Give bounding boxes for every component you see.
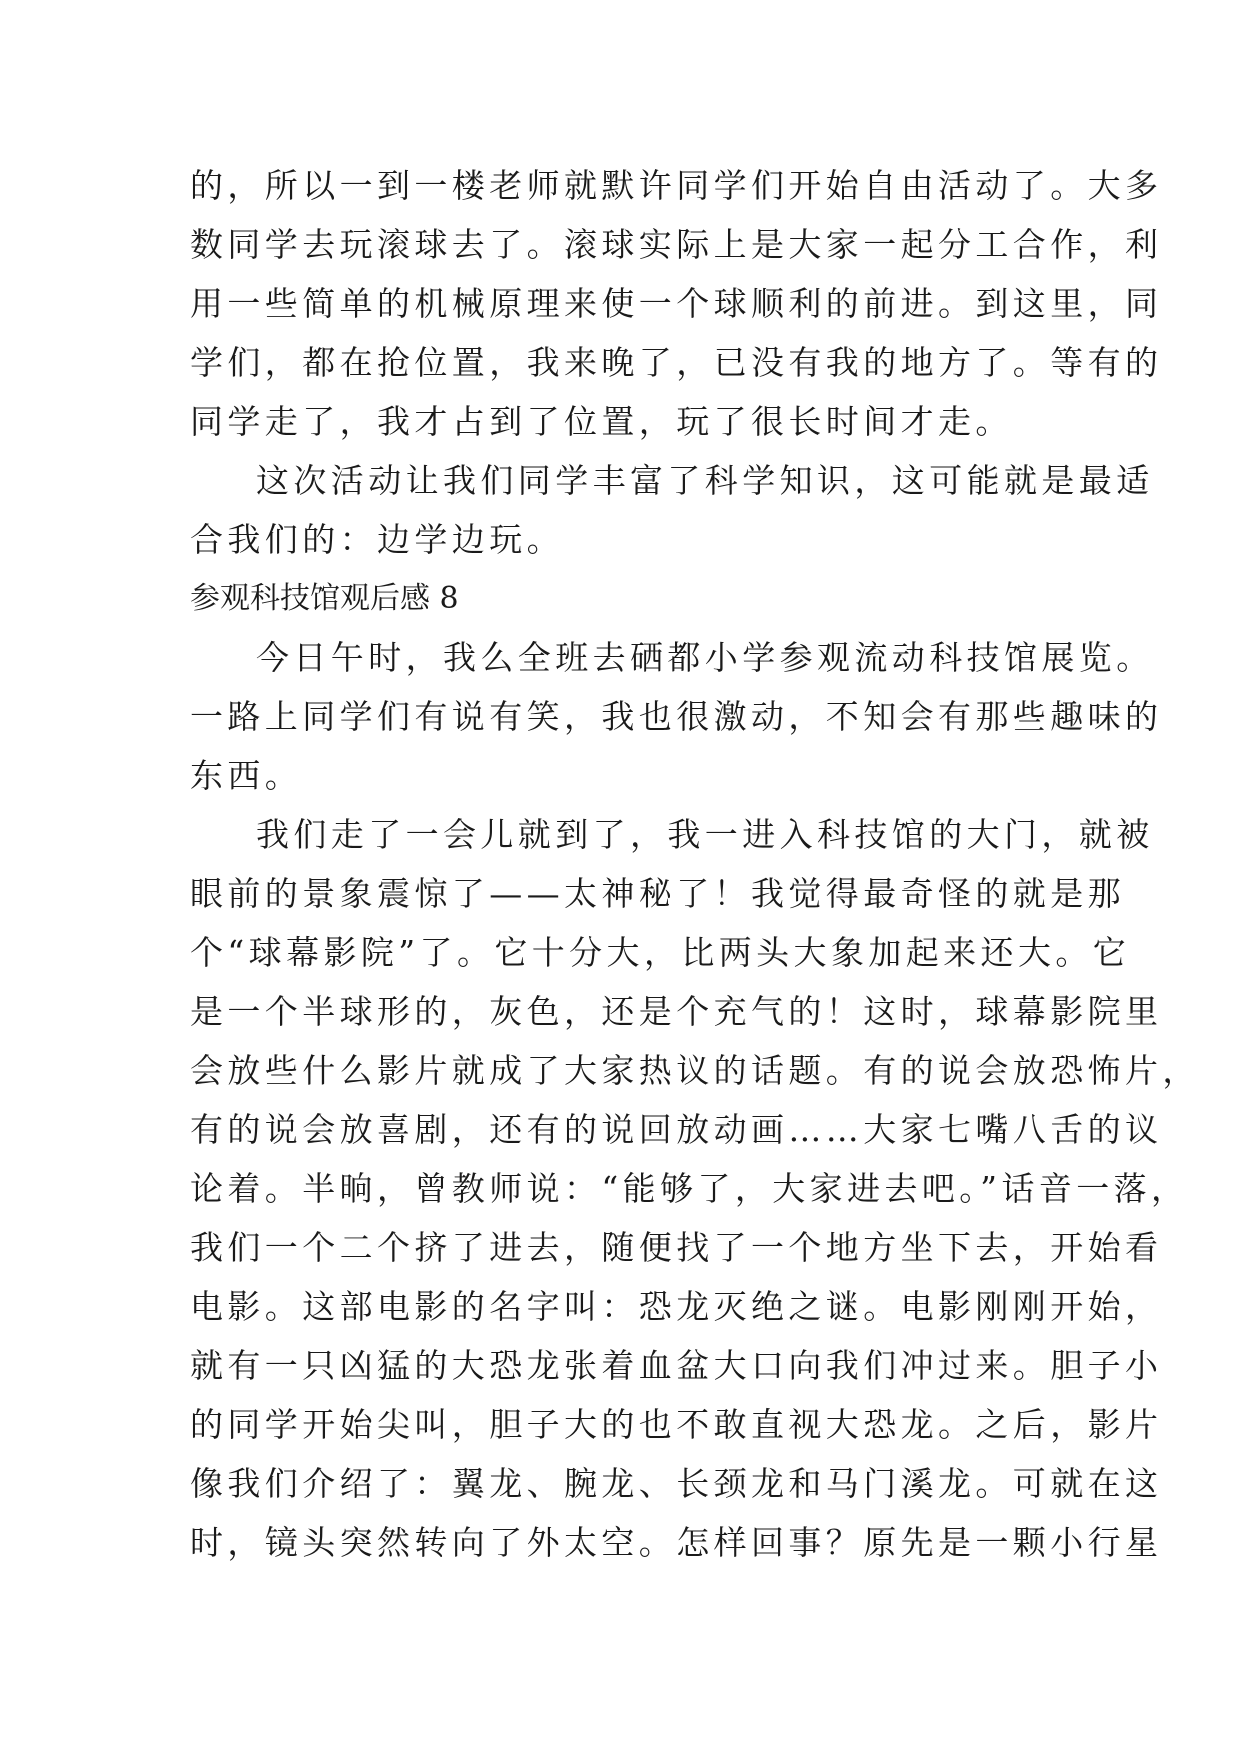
text-line: 眼前的景象震惊了——太神秘了！我觉得最奇怪的就是那 <box>190 874 1125 913</box>
text-line: 的，所以一到一楼老师就默许同学们开始自由活动了。大多 <box>190 166 1163 205</box>
section-heading: 参观科技馆观后感 8 <box>190 581 459 616</box>
text-line: 用一些简单的机械原理来使一个球顺利的前进。到这里，同 <box>190 284 1163 323</box>
text-line: 有的说会放喜剧，还有的说回放动画……大家七嘴八舌的议 <box>190 1110 1163 1149</box>
text-line: 数同学去玩滚球去了。滚球实际上是大家一起分工合作，利 <box>190 225 1163 264</box>
text-line: 是一个半球形的，灰色，还是个充气的！这时，球幕影院里 <box>190 992 1163 1031</box>
text-line: 一路上同学们有说有笑，我也很激动，不知会有那些趣味的 <box>190 697 1163 736</box>
text-line: 我们一个二个挤了进去，随便找了一个地方坐下去，开始看 <box>190 1228 1163 1267</box>
text-line: 同学走了，我才占到了位置，玩了很长时间才走。 <box>190 402 1013 441</box>
text-line: 论着。半晌，曾教师说：“能够了，大家进去吧。”话音一落， <box>190 1169 1189 1208</box>
text-line: 学们，都在抢位置，我来晚了，已没有我的地方了。等有的 <box>190 343 1163 382</box>
paragraph-first-line: 我们走了一会儿就到了，我一进入科技馆的大门，就被 <box>256 815 1154 854</box>
text-line: 的同学开始尖叫，胆子大的也不敢直视大恐龙。之后，影片 <box>190 1405 1163 1444</box>
paragraph-first-line: 今日午时，我么全班去硒都小学参观流动科技馆展览。 <box>256 638 1154 677</box>
text-line: 电影。这部电影的名字叫：恐龙灭绝之谜。电影刚刚开始， <box>190 1287 1163 1326</box>
text-line: 时，镜头突然转向了外太空。怎样回事？原先是一颗小行星 <box>190 1523 1163 1562</box>
text-line: 合我们的：边学边玩。 <box>190 520 564 559</box>
text-line: 就有一只凶猛的大恐龙张着血盆大口向我们冲过来。胆子小 <box>190 1346 1163 1385</box>
text-line: 像我们介绍了：翼龙、腕龙、长颈龙和马门溪龙。可就在这 <box>190 1464 1163 1503</box>
text-line: 会放些什么影片就成了大家热议的话题。有的说会放恐怖片， <box>190 1051 1200 1090</box>
text-line: 东西。 <box>190 756 303 795</box>
paragraph-first-line: 这次活动让我们同学丰富了科学知识，这可能就是最适 <box>256 461 1154 500</box>
text-line: 个“球幕影院”了。它十分大，比两头大象加起来还大。它 <box>190 933 1131 972</box>
